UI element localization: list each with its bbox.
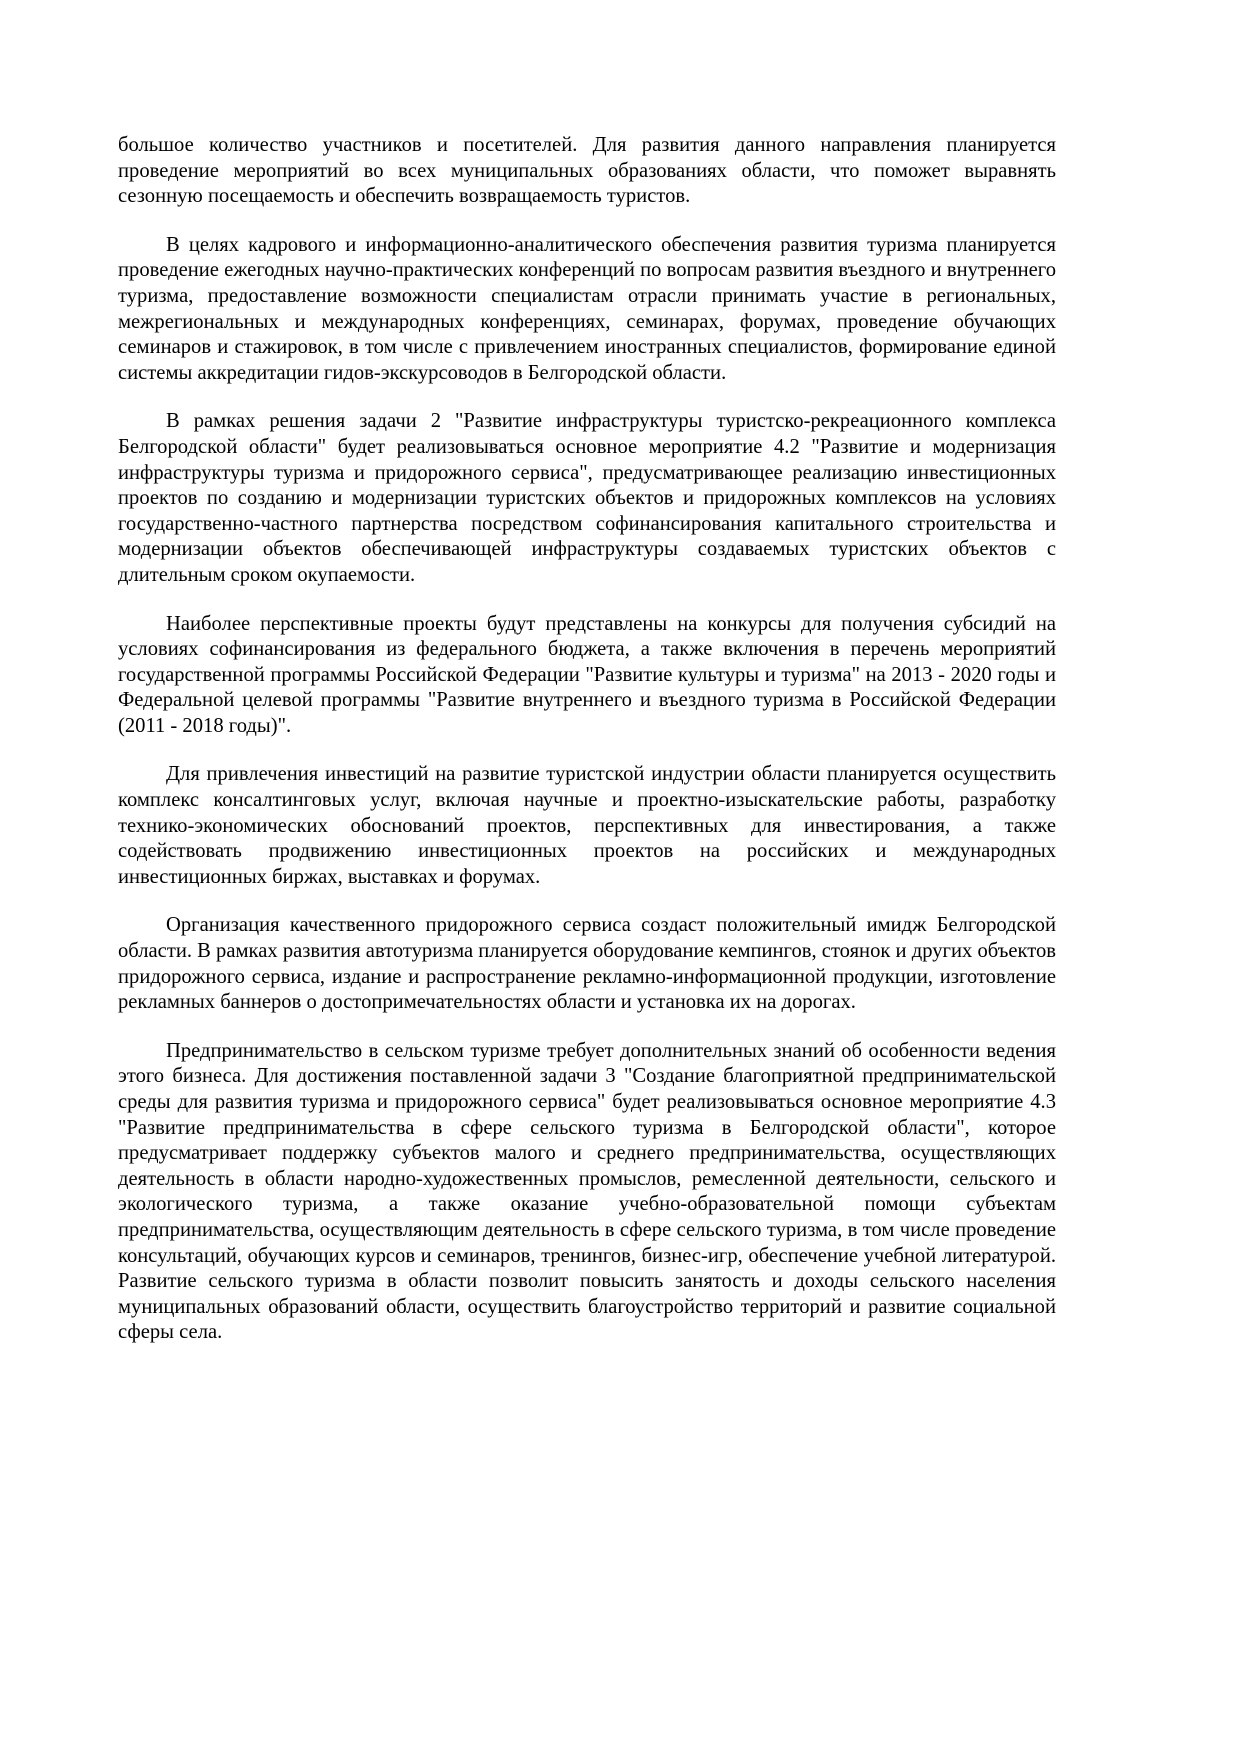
paragraph-task-2: В рамках решения задачи 2 "Развитие инфраструктуры туристско-рекреационного комплекса Белгородской области" будет реализовываться основное мероприятие 4.2 "Развитие и модернизация инфраструктуры туризма и придорожного сервиса", предусматривающее реализацию инвестиционных проектов по созданию и модернизации туристских объектов и придорожных комплексов на условиях государственно-частного партнерства посредством софинансирования капитального строительства и модернизации объектов обеспечивающей инфраструктуры создаваемых туристских объектов с длительным сроком окупаемости. [118, 410, 1056, 586]
paragraph-investments: Для привлечения инвестиций на развитие туристской индустрии области планируется осуществить комплекс консалтинговых услуг, включая научные и проектно-изыскательские работы, разработку технико-экономических обоснований проектов, перспективных для инвестирования, а также содействовать продвижению инвестиционных проектов на российских и международных инвестиционных биржах, выставках и форумах. [118, 763, 1056, 888]
paragraph-roadside-service: Организация качественного придорожного сервиса создаст положительный имидж Белгородской области. В рамках развития автотуризма планируется оборудование кемпингов, стоянок и других объектов придорожного сервиса, издание и распространение рекламно-информационной продукции, изготовление рекламных баннеров о достопримечательностях области и установка их на дорогах. [118, 914, 1056, 1014]
paragraph-staffing: В целях кадрового и информационно-аналитического обеспечения развития туризма планируется проведение ежегодных научно-практических конференций по вопросам развития въездного и внутреннего туризма, предоставление возможности специалистам отрасли принимать участие в региональных, межрегиональных и международных конференциях, семинарах, форумах, проведение обучающих семинаров и стажировок, в том числе с привлечением иностранных специалистов, формирование единой системы аккредитации гидов-экскурсоводов в Белгородской области. [118, 233, 1056, 384]
document-page [118, 133, 1056, 1369]
paragraph-subsidies: Наиболее перспективные проекты будут представлены на конкурсы для получения субсидий на условиях софинансирования из федерального бюджета, а также включения в перечень мероприятий государственной программы Российской Федерации "Развитие культуры и туризма" на 2013 - 2020 годы и Федеральной целевой программы "Развитие внутреннего и въездного туризма в Российской Федерации (2011 - 2018 годы)". [118, 612, 1056, 737]
paragraph-continuation: большое количество участников и посетителей. Для развития данного направления планируется проведение мероприятий во всех муниципальных образованиях области, что поможет выравнять сезонную посещаемость и обеспечить возвращаемость туристов. [118, 134, 1056, 208]
paragraph-rural-tourism: Предпринимательство в сельском туризме требует дополнительных знаний об особенности ведения этого бизнеса. Для достижения поставленной задачи 3 "Создание благоприятной предпринимательской среды для развития туризма и придорожного сервиса" будет реализовываться основное мероприятие 4.3 "Развитие предпринимательства в сфере сельского туризма в Белгородской области", которое предусматривает поддержку субъектов малого и среднего предпринимательства, осуществляющих деятельность в области народно-художественных промыслов, ремесленной деятельности, сельского и экологического туризма, а также оказание учебно-образовательной помощи субъектам предпринимательства, осуществляющим деятельность в сфере сельского туризма, в том числе проведение консультаций, обучающих курсов и семинаров, тренингов, бизнес-игр, обеспечение учебной литературой. Развитие сельского туризма в области позволит повысить занятость и доходы сельского населения муниципальных образований области, осуществить благоустройство территорий и развитие социальной сферы села. [118, 1039, 1056, 1344]
